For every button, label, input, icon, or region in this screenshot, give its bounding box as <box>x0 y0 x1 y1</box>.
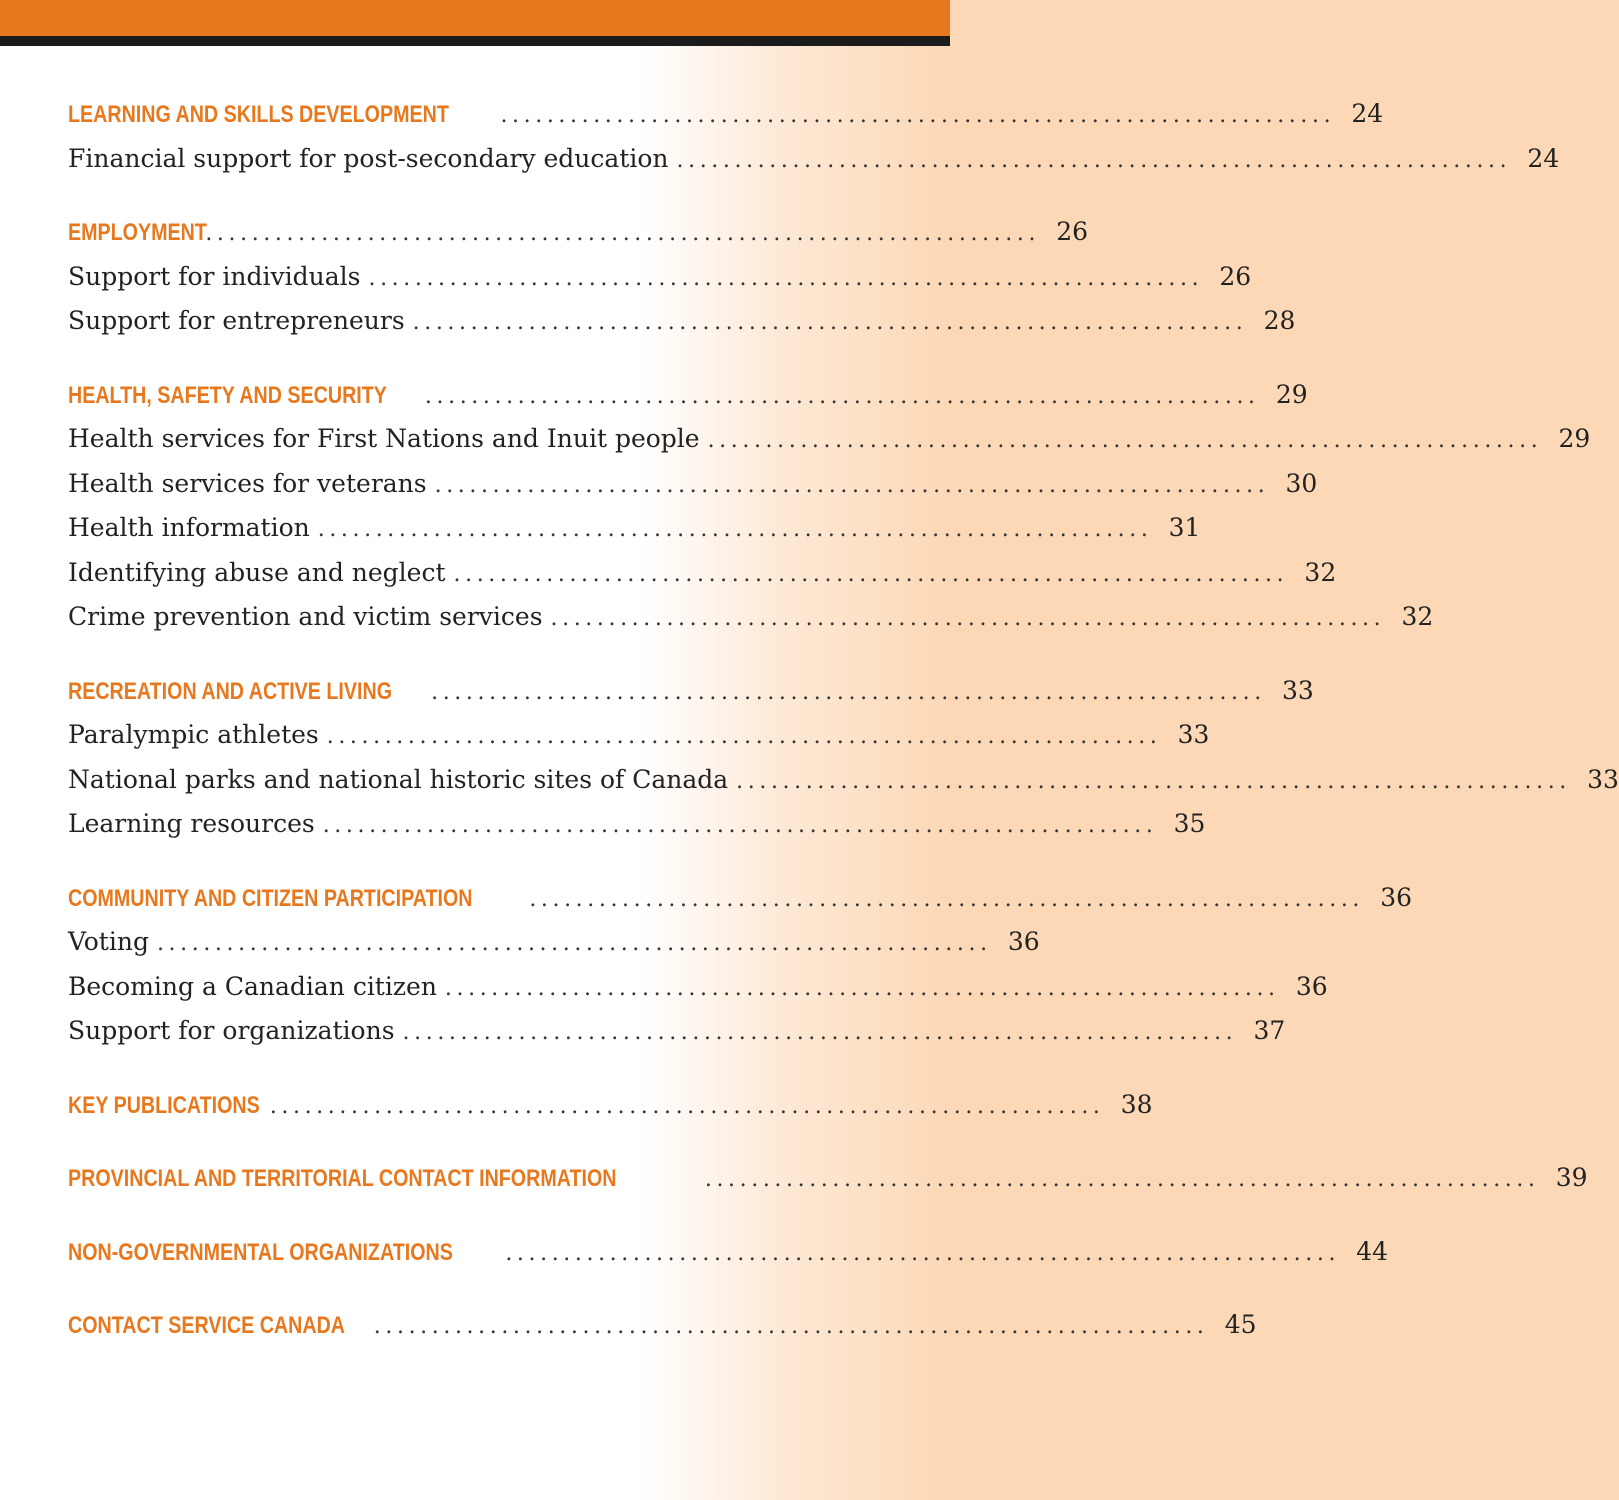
toc-page-number: 24 <box>1351 99 1384 128</box>
toc-section-contact-service-canada <box>68 1303 1257 1348</box>
toc-page-number: 30 <box>1285 468 1318 498</box>
toc-item[interactable] <box>68 299 1296 344</box>
toc-page-number: 33 <box>1587 764 1619 794</box>
dot-leader: ........................................................................ <box>453 561 1289 587</box>
toc-page-number: 26 <box>1056 217 1089 246</box>
toc-item[interactable] <box>68 417 1591 462</box>
toc-page-number: 36 <box>1380 882 1413 912</box>
dot-leader: ........................................................................ <box>326 724 1162 749</box>
header-black-rule <box>0 36 950 46</box>
table-of-contents <box>68 92 1619 1377</box>
toc-item-label: National parks and national historic sites of Canada <box>68 764 729 794</box>
toc-item[interactable] <box>68 137 1560 182</box>
toc-item[interactable] <box>68 713 1210 758</box>
toc-heading[interactable] <box>68 1230 1389 1275</box>
toc-item-label: Identifying abuse and neglect <box>68 557 446 587</box>
toc-item[interactable] <box>68 551 1337 596</box>
toc-section-health <box>68 373 1591 640</box>
toc-heading[interactable] <box>68 876 1413 921</box>
toc-section-ngos <box>68 1230 1389 1275</box>
toc-item-label: Health services for veterans <box>68 468 427 498</box>
toc-page-number: 45 <box>1224 1310 1257 1339</box>
toc-page-number: 44 <box>1356 1236 1389 1266</box>
dot-leader: ........................................................................ <box>317 517 1153 542</box>
toc-item[interactable] <box>68 255 1252 300</box>
toc-item-label: Voting <box>68 927 149 956</box>
dot-leader: ........................................................................ <box>156 931 992 956</box>
toc-page-number: 39 <box>1555 1163 1588 1192</box>
dot-leader: ........................................................................ <box>505 1240 1341 1266</box>
toc-section-community <box>68 876 1413 1054</box>
toc-section-learning <box>68 92 1560 181</box>
toc-item-label: Becoming a Canadian citizen <box>68 971 437 1001</box>
toc-heading-label: NON-GOVERNMENTAL ORGANIZATIONS <box>68 1238 453 1266</box>
toc-page-number: 36 <box>1007 927 1040 956</box>
dot-leader: ........................................................................ <box>707 428 1543 453</box>
dot-leader: ........................................................................ <box>368 265 1204 291</box>
toc-item-label: Crime prevention and victim services <box>68 602 543 631</box>
toc-heading[interactable] <box>68 1156 1588 1201</box>
toc-item-label: Health services for First Nations and Inuit people <box>68 424 700 453</box>
dot-leader: ........................................................................ <box>550 606 1386 631</box>
toc-item[interactable] <box>68 462 1318 507</box>
toc-item[interactable] <box>68 802 1206 847</box>
toc-section-recreation <box>68 669 1619 847</box>
toc-page-number: 29 <box>1558 424 1591 453</box>
toc-heading[interactable] <box>68 210 1089 255</box>
toc-heading[interactable] <box>68 1303 1257 1348</box>
toc-item-label: Support for individuals <box>68 261 361 291</box>
dot-leader: ........................................................................ <box>676 147 1512 173</box>
toc-page-number: 26 <box>1219 261 1252 291</box>
toc-section-employment <box>68 210 1296 344</box>
toc-heading-label: COMMUNITY AND CITIZEN PARTICIPATION <box>68 884 473 912</box>
toc-page-number: 29 <box>1275 379 1308 409</box>
toc-item-label: Financial support for post-secondary education <box>68 143 669 173</box>
dot-leader: ........................................................................ <box>269 1093 1105 1119</box>
toc-item[interactable] <box>68 758 1619 803</box>
toc-item-label: Support for entrepreneurs <box>68 306 405 335</box>
dot-leader: ........................................................................ <box>402 1020 1238 1045</box>
dot-leader: ........................................................................ <box>704 1167 1540 1192</box>
dot-leader: ........................................................................ <box>500 103 1336 128</box>
toc-item[interactable] <box>68 595 1434 640</box>
toc-heading[interactable] <box>68 669 1314 714</box>
dot-leader: ........................................................................ <box>736 768 1571 794</box>
toc-item[interactable] <box>68 506 1201 551</box>
dot-leader: ........................................................................ <box>434 472 1270 498</box>
toc-item-label: Learning resources <box>68 809 315 838</box>
toc-page-number: 38 <box>1120 1089 1153 1119</box>
toc-page-number: 28 <box>1263 306 1296 335</box>
toc-item-label: Health information <box>68 513 310 542</box>
toc-page-number: 33 <box>1282 675 1314 705</box>
dot-leader: ........................................................................ <box>431 679 1266 705</box>
toc-item[interactable] <box>68 920 1040 965</box>
dot-leader: ........................................................................ <box>424 383 1260 409</box>
toc-heading-label: RECREATION AND ACTIVE LIVING <box>68 677 393 705</box>
dot-leader: ........................................................................ <box>529 886 1365 912</box>
dot-leader: ........................................................................ <box>373 1314 1209 1339</box>
toc-heading-label: HEALTH, SAFETY AND SECURITY <box>68 381 387 409</box>
toc-section-key-publications <box>68 1083 1153 1128</box>
toc-item-label: Support for organizations <box>68 1016 395 1045</box>
toc-heading-label: CONTACT SERVICE CANADA <box>68 1312 345 1339</box>
toc-heading-label: PROVINCIAL AND TERRITORIAL CONTACT INFORMATION <box>68 1165 617 1192</box>
toc-item[interactable] <box>68 965 1328 1010</box>
toc-page-number: 36 <box>1295 971 1328 1001</box>
toc-heading-label: EMPLOYMENT <box>68 219 207 246</box>
dot-leader: ........................................................................ <box>444 975 1280 1001</box>
dot-leader: ........................................................................ <box>205 221 1041 246</box>
toc-page-number: 32 <box>1401 602 1434 631</box>
toc-heading[interactable] <box>68 373 1308 418</box>
toc-section-provincial-contacts <box>68 1156 1588 1201</box>
toc-heading-label: KEY PUBLICATIONS <box>68 1091 260 1119</box>
toc-page-number: 31 <box>1168 513 1201 542</box>
header-orange-bar <box>0 0 950 36</box>
toc-page-number: 33 <box>1177 720 1210 749</box>
dot-leader: ........................................................................ <box>412 310 1248 335</box>
toc-page-number: 37 <box>1253 1016 1286 1045</box>
toc-page-number: 35 <box>1173 809 1206 838</box>
toc-page-number: 32 <box>1304 557 1337 587</box>
toc-item[interactable] <box>68 1009 1286 1054</box>
toc-heading-label: LEARNING AND SKILLS DEVELOPMENT <box>68 101 449 128</box>
toc-heading[interactable] <box>68 1083 1153 1128</box>
dot-leader: ........................................................................ <box>322 813 1158 838</box>
toc-heading[interactable] <box>68 92 1384 137</box>
toc-page-number: 24 <box>1527 143 1560 173</box>
toc-item-label: Paralympic athletes <box>68 720 319 749</box>
